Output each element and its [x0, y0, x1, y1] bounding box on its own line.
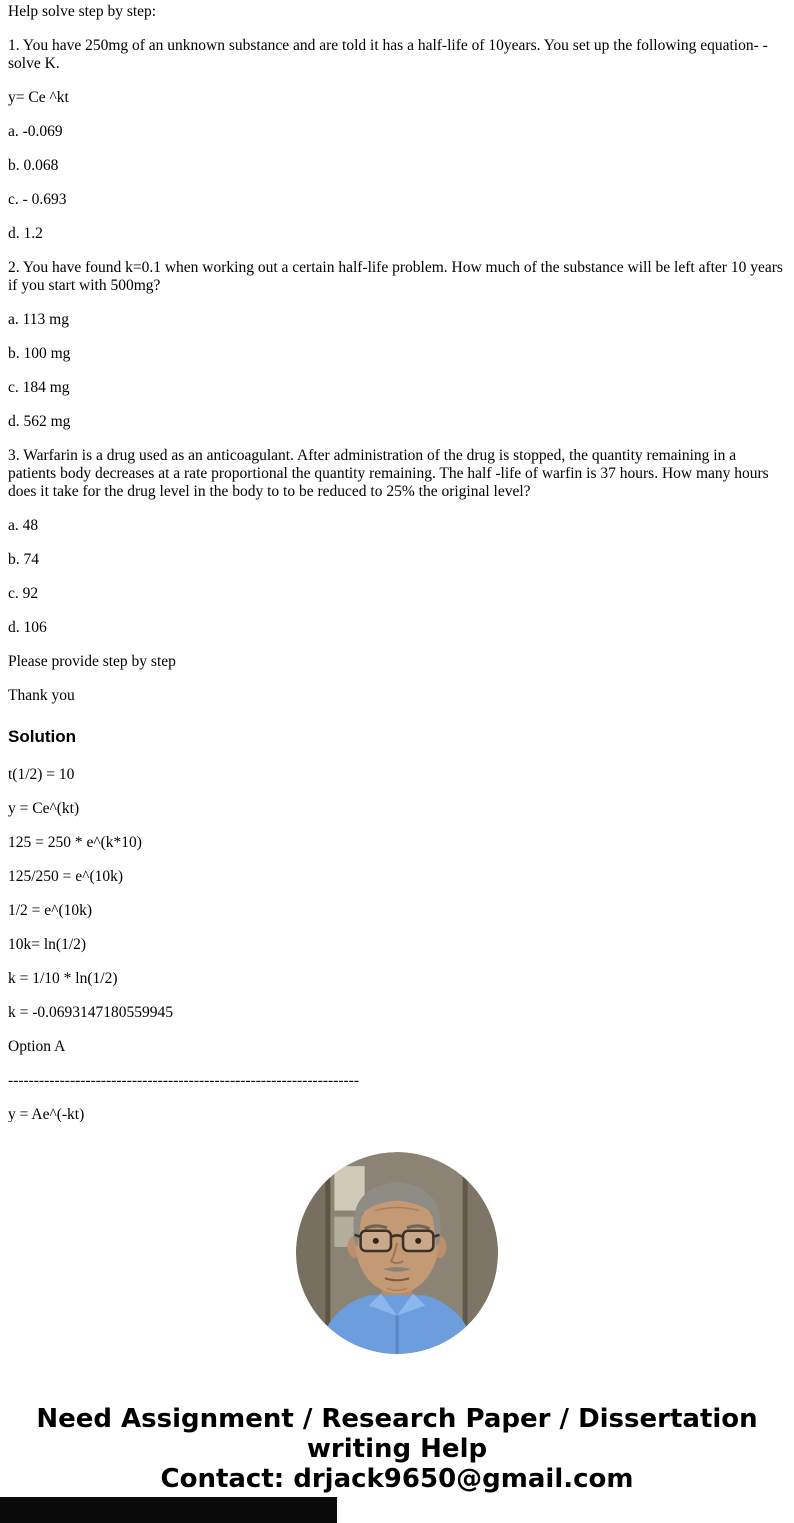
- question-2-prompt: 2. You have found k=0.1 when working out a certain half-life problem. How much of the substance will be left after 10 years if you start with 500mg?: [8, 259, 783, 294]
- separator-dashes: --------------------------------------------------------------------: [8, 1072, 359, 1089]
- question-1-choice-b: b. 0.068: [8, 157, 59, 174]
- question-3-choice-b: b. 74: [8, 551, 39, 568]
- question-2-choice-c: c. 184 mg: [8, 379, 70, 396]
- closing-request-text: Please provide step by step: [8, 653, 176, 670]
- question-1-equation: y= Ce ^kt: [8, 89, 69, 106]
- bottom-black-bar: [0, 1497, 337, 1523]
- thank-you-text: Thank you: [8, 687, 75, 704]
- solution-heading: Solution: [8, 727, 76, 746]
- question-3-choice-a: a. 48: [8, 517, 39, 534]
- question-1-choice-d: d. 1.2: [8, 225, 43, 242]
- question-3-choice-d: d. 106: [8, 619, 47, 636]
- footer-contact-email: Contact: drjack9650@gmail.com: [160, 1464, 634, 1494]
- solution-step-2: y = Ce^(kt): [8, 800, 80, 817]
- solution-step-7: k = 1/10 * ln(1/2): [8, 970, 118, 987]
- question-2-choice-a: a. 113 mg: [8, 311, 69, 328]
- solution-step-5: 1/2 = e^(10k): [8, 902, 93, 919]
- question-2-choice-b: b. 100 mg: [8, 345, 71, 362]
- tutor-portrait-illustration: [296, 1152, 498, 1354]
- question-1-choice-c: c. - 0.693: [8, 191, 67, 208]
- question-3-choice-c: c. 92: [8, 585, 39, 602]
- tutor-portrait-photo: [296, 1152, 498, 1354]
- question-3-prompt: 3. Warfarin is a drug used as an anticoagulant. After administration of the drug is stopped, the quantity remaining in a patients body decreases at a rate proportional the quantity remaining. The half -life of warfin is 37 hours. How many hours does it take for the drug level in the body to to be reduced to 25% the original level?: [8, 447, 769, 500]
- question-1-choice-a: a. -0.069: [8, 123, 63, 140]
- question-2-choice-d: d. 562 mg: [8, 413, 71, 430]
- solution-answer-option: Option A: [8, 1038, 66, 1055]
- solution-result: k = -0.0693147180559945: [8, 1004, 174, 1021]
- question-1-prompt: 1. You have 250mg of an unknown substance and are told it has a half-life of 10years. You set up the following equation- - solve K.: [8, 37, 768, 72]
- solution-step-6: 10k= ln(1/2): [8, 936, 87, 953]
- intro-text: Help solve step by step:: [8, 3, 157, 20]
- solution-step-1: t(1/2) = 10: [8, 766, 75, 783]
- footer-banner: [0, 1404, 794, 1494]
- photo-section: [0, 1152, 794, 1354]
- solution-step-3: 125 = 250 * e^(k*10): [8, 834, 142, 851]
- solution-step-clipped: y = Ae^(-kt): [8, 1106, 85, 1122]
- solution-step-4: 125/250 = e^(10k): [8, 868, 124, 885]
- footer-help-text: Need Assignment / Research Paper / Dissertation writing Help: [36, 1404, 758, 1464]
